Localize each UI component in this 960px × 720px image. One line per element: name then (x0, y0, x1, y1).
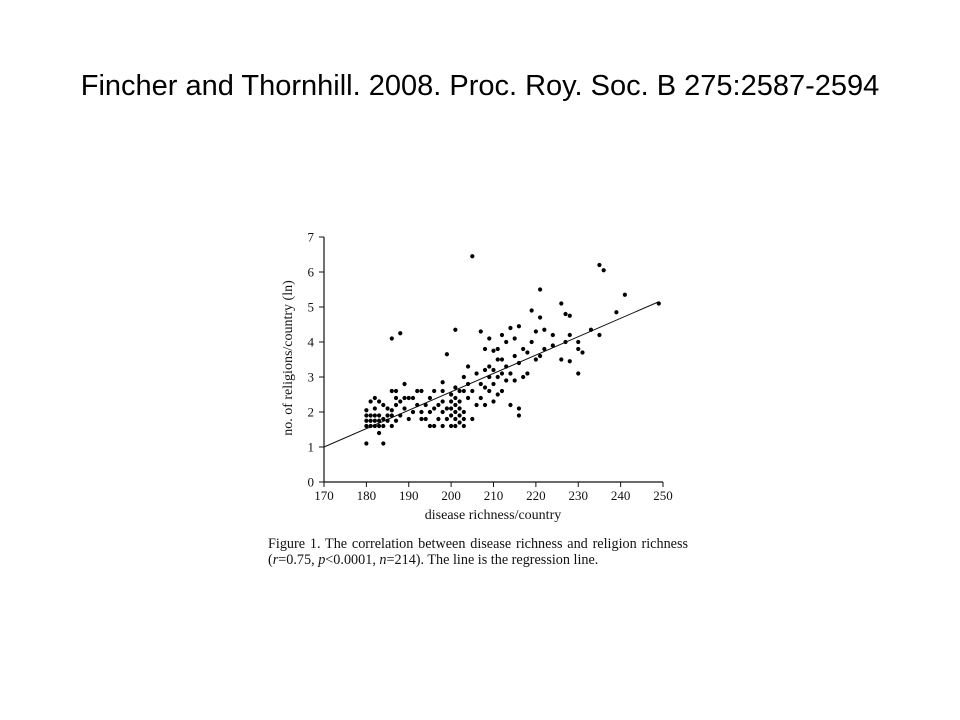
data-point (369, 399, 373, 403)
data-point (657, 301, 661, 305)
data-point (496, 375, 500, 379)
data-point (479, 329, 483, 333)
data-point (470, 417, 474, 421)
figure-caption (268, 536, 688, 568)
data-point (398, 413, 402, 417)
data-point (364, 413, 368, 417)
data-point (415, 403, 419, 407)
caption-figure-label: Figure 1. (268, 536, 321, 552)
data-point (551, 343, 555, 347)
data-point (449, 406, 453, 410)
data-point (487, 364, 491, 368)
data-point (538, 287, 542, 291)
data-point (491, 368, 495, 372)
data-point (398, 399, 402, 403)
data-point (373, 413, 377, 417)
y-axis-label: no. of religions/country (ln) (281, 280, 296, 436)
data-point (462, 375, 466, 379)
data-point (530, 340, 534, 344)
data-point (449, 392, 453, 396)
data-point (394, 419, 398, 423)
data-point (487, 389, 491, 393)
data-point (491, 382, 495, 386)
data-point (369, 424, 373, 428)
data-point (453, 396, 457, 400)
data-point (377, 431, 381, 435)
data-point (487, 336, 491, 340)
data-point (402, 406, 406, 410)
data-point (551, 333, 555, 337)
data-point (542, 347, 546, 351)
data-point (597, 333, 601, 337)
data-point (419, 417, 423, 421)
data-point (517, 361, 521, 365)
data-point (373, 396, 377, 400)
scatter-chart (260, 220, 690, 530)
data-point (568, 333, 572, 337)
data-point (390, 408, 394, 412)
data-point (542, 328, 546, 332)
data-point (483, 385, 487, 389)
data-point (487, 375, 491, 379)
data-point (419, 389, 423, 393)
data-point (563, 340, 567, 344)
data-point (436, 403, 440, 407)
data-point (563, 312, 567, 316)
data-point (385, 413, 389, 417)
data-point (436, 417, 440, 421)
data-point (462, 389, 466, 393)
data-point (513, 378, 517, 382)
data-point (381, 441, 385, 445)
data-point (504, 378, 508, 382)
data-point (576, 371, 580, 375)
data-point (496, 347, 500, 351)
data-point (419, 410, 423, 414)
data-point (500, 357, 504, 361)
data-point (458, 420, 462, 424)
y-tick-label: 2 (307, 404, 314, 420)
data-point (432, 406, 436, 410)
y-tick-label: 4 (307, 334, 314, 350)
data-point (538, 315, 542, 319)
x-tick-label: 220 (526, 488, 546, 503)
data-point (369, 419, 373, 423)
data-point (483, 347, 487, 351)
x-tick-label: 180 (356, 488, 377, 503)
data-point (407, 417, 411, 421)
data-point (381, 403, 385, 407)
data-point (491, 349, 495, 353)
data-point (453, 328, 457, 332)
x-tick-label: 200 (441, 488, 461, 503)
data-point (390, 424, 394, 428)
data-point (521, 375, 525, 379)
data-point (466, 382, 470, 386)
data-point (432, 389, 436, 393)
data-point (411, 410, 415, 414)
x-axis-label: disease richness/country (424, 508, 562, 523)
data-point (377, 399, 381, 403)
x-tick-label: 250 (653, 488, 673, 503)
data-point (491, 399, 495, 403)
data-point (441, 399, 445, 403)
data-point (441, 424, 445, 428)
data-point (373, 419, 377, 423)
data-point (449, 399, 453, 403)
data-point (500, 389, 504, 393)
data-point (394, 389, 398, 393)
data-point (381, 424, 385, 428)
data-point (508, 371, 512, 375)
data-point (500, 333, 504, 337)
data-point (513, 354, 517, 358)
data-point (441, 380, 445, 384)
data-point (500, 371, 504, 375)
data-point (402, 396, 406, 400)
data-point (597, 263, 601, 267)
data-point (369, 413, 373, 417)
caption-r-value: =0.75, (278, 552, 319, 568)
data-point (445, 406, 449, 410)
y-tick-label: 5 (307, 299, 314, 315)
data-point (402, 382, 406, 386)
data-point (453, 424, 457, 428)
data-point (458, 399, 462, 403)
y-tick-label: 6 (307, 264, 314, 280)
data-point (377, 413, 381, 417)
data-point (470, 389, 474, 393)
data-point (559, 301, 563, 305)
data-point (458, 389, 462, 393)
data-point (466, 396, 470, 400)
data-point (580, 350, 584, 354)
data-point (385, 406, 389, 410)
data-point (453, 403, 457, 407)
data-point (424, 403, 428, 407)
data-point (521, 347, 525, 351)
data-point (496, 357, 500, 361)
data-point (517, 413, 521, 417)
data-point (568, 359, 572, 363)
data-point (373, 406, 377, 410)
data-point (390, 336, 394, 340)
data-point (364, 419, 368, 423)
data-point (411, 396, 415, 400)
data-point (462, 410, 466, 414)
data-point (390, 389, 394, 393)
data-point (441, 410, 445, 414)
caption-p-symbol: p (318, 552, 326, 568)
data-point (428, 410, 432, 414)
data-point (504, 340, 508, 344)
data-point (517, 324, 521, 328)
data-point (364, 441, 368, 445)
data-point (445, 417, 449, 421)
data-point (508, 326, 512, 330)
data-point (504, 364, 508, 368)
data-point (534, 357, 538, 361)
data-point (441, 389, 445, 393)
y-tick-label: 1 (307, 439, 314, 455)
data-point (394, 403, 398, 407)
data-point (479, 382, 483, 386)
x-tick-label: 170 (314, 488, 334, 503)
data-point (525, 371, 529, 375)
data-point (483, 368, 487, 372)
data-point (453, 410, 457, 414)
data-point (394, 396, 398, 400)
data-point (470, 254, 474, 258)
data-point (364, 408, 368, 412)
x-tick-label: 190 (399, 488, 419, 503)
data-point (508, 403, 512, 407)
slide-title: Fincher and Thornhill. 2008. Proc. Roy. Soc. B 275:2587-2594 (80, 70, 880, 102)
x-tick-label: 240 (610, 488, 631, 503)
caption-n-value: =214). The line is the regression line. (386, 552, 599, 568)
data-point (623, 293, 627, 297)
caption-r-symbol: r (272, 552, 279, 568)
data-point (373, 424, 377, 428)
data-point (449, 424, 453, 428)
data-point (432, 424, 436, 428)
y-tick-label: 0 (307, 474, 314, 490)
data-point (390, 413, 394, 417)
data-point (453, 385, 457, 389)
data-point (407, 396, 411, 400)
data-point (458, 413, 462, 417)
data-point (525, 350, 529, 354)
caption-text-1: The correlation between disease richness and religion richness ( (268, 536, 689, 568)
y-tick-label: 3 (307, 369, 314, 385)
data-point (462, 424, 466, 428)
data-point (576, 347, 580, 351)
data-point (381, 417, 385, 421)
data-point (474, 371, 478, 375)
data-point (513, 336, 517, 340)
data-point (445, 352, 449, 356)
data-point (453, 417, 457, 421)
y-tick-label: 7 (307, 229, 314, 245)
data-point (377, 424, 381, 428)
data-point (538, 354, 542, 358)
data-point (364, 424, 368, 428)
data-point (462, 417, 466, 421)
x-tick-label: 210 (483, 488, 504, 503)
data-point (377, 419, 381, 423)
data-point (428, 396, 432, 400)
data-point (568, 314, 572, 318)
data-point (483, 403, 487, 407)
data-point (415, 389, 419, 393)
data-point (474, 403, 478, 407)
data-point (576, 340, 580, 344)
caption-p-value: <0.0001, (325, 552, 380, 568)
data-point (614, 310, 618, 314)
caption-n-symbol: n (379, 552, 387, 568)
x-tick-label: 230 (568, 488, 588, 503)
scatter-points (364, 254, 661, 445)
data-point (559, 357, 563, 361)
data-point (449, 413, 453, 417)
data-point (496, 392, 500, 396)
data-point (428, 424, 432, 428)
data-point (479, 396, 483, 400)
data-point (530, 308, 534, 312)
data-point (517, 406, 521, 410)
data-point (466, 364, 470, 368)
chart-axes (324, 237, 663, 482)
data-point (458, 406, 462, 410)
data-point (602, 268, 606, 272)
data-point (589, 328, 593, 332)
data-point (398, 331, 402, 335)
data-point (534, 329, 538, 333)
data-point (385, 419, 389, 423)
data-point (424, 417, 428, 421)
